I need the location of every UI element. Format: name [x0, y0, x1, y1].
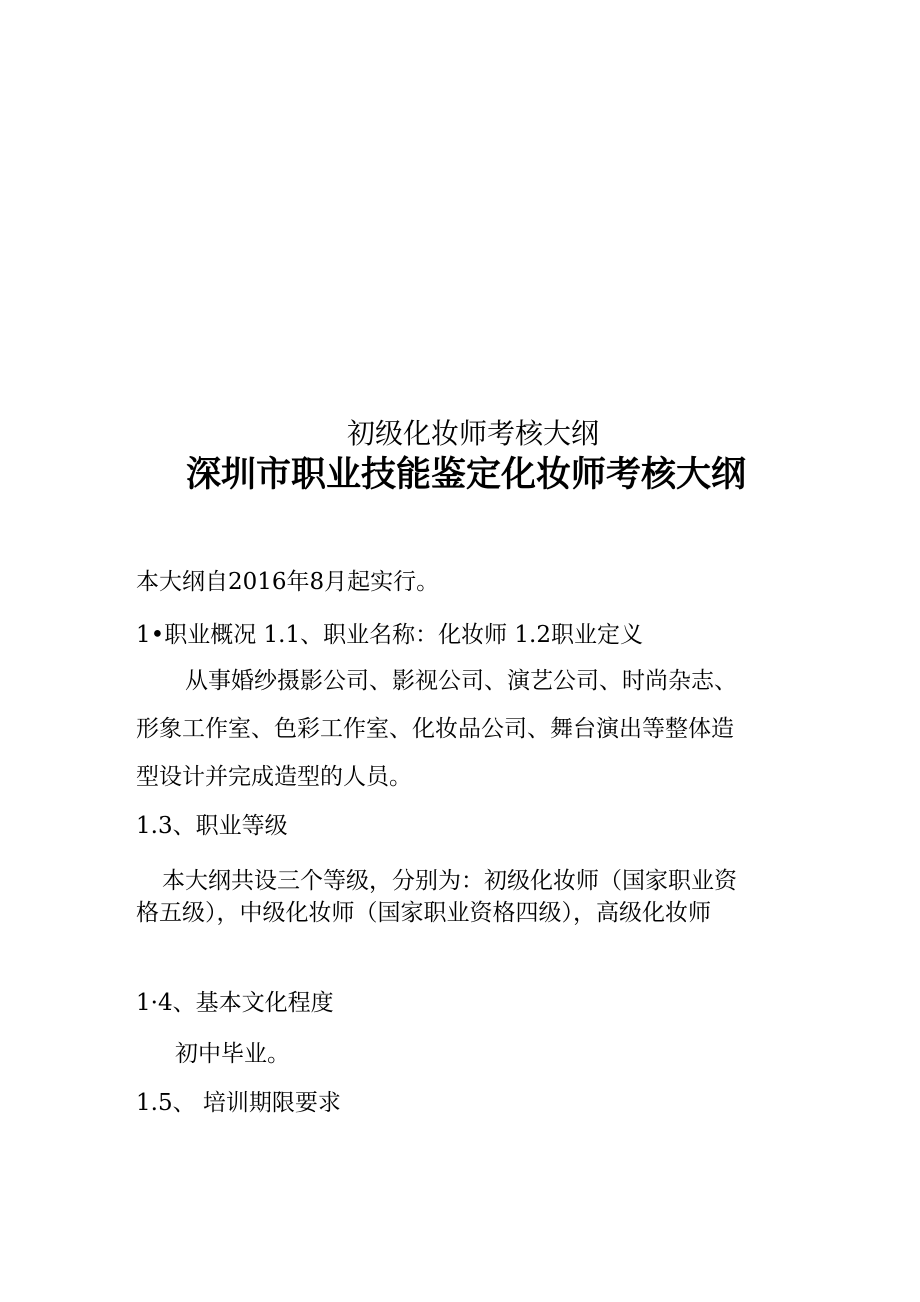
definition-line-2: 形象工作室、色彩工作室、化妆品公司、舞台演出等整体造: [136, 716, 734, 742]
education-line: 初中毕业。: [175, 1041, 290, 1067]
levels-line-2: 格五级），中级化妆师（国家职业资格四级），高级化妆师: [136, 900, 711, 926]
definition-line-1: 从事婚纱摄影公司、影视公司、演艺公司、时尚杂志、: [185, 668, 737, 694]
section-1-4-heading: 1·4、基本文化程度: [136, 990, 334, 1016]
document-title: 深圳市职业技能鉴定化妆师考核大纲: [186, 455, 747, 495]
document-subtitle: 初级化妆师考核大纲: [347, 417, 600, 450]
levels-line-1: 本大纲共设三个等级，分别为：初级化妆师（国家职业资: [162, 868, 737, 894]
section-1-3-heading: 1.3、职业等级: [136, 813, 288, 839]
effective-date-line: 本大纲自2016年8月起实行。: [136, 569, 440, 595]
section-1-heading: 1•职业概况 1.1、职业名称：化妆师 1.2职业定义: [136, 622, 643, 648]
section-1-5-heading: 1.5、 培训期限要求: [136, 1090, 341, 1116]
definition-line-3: 型设计并完成造型的人员。: [136, 764, 412, 790]
